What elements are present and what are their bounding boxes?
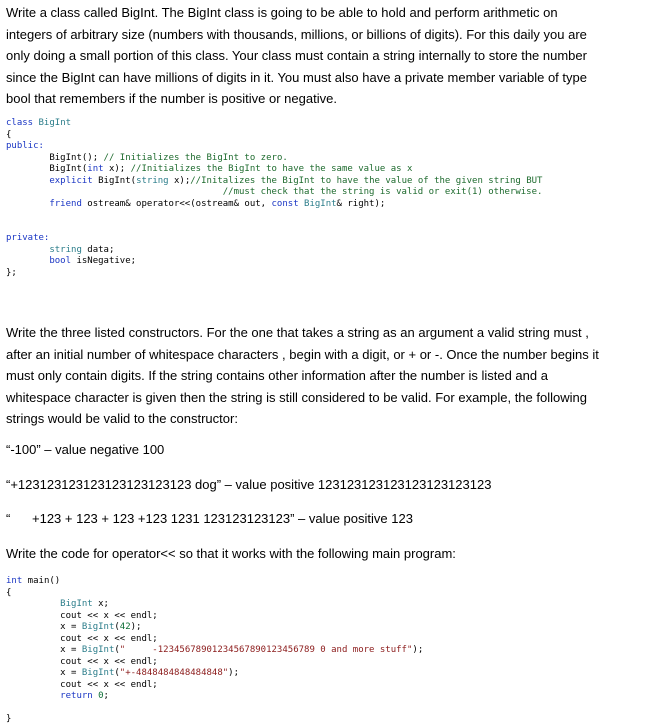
code-text: (: [114, 668, 120, 678]
code-text: x =: [6, 622, 82, 632]
code-line: [6, 153, 542, 165]
code-text: main(): [22, 576, 61, 586]
example-3: “ +123 + 123 + 123 +123 1231 123123123123” – value positive 123: [6, 511, 413, 526]
code-line: [6, 599, 423, 611]
code-line: };: [6, 267, 17, 278]
instructions-paragraph: [6, 322, 636, 430]
code-line: [6, 645, 423, 657]
keyword: return: [6, 691, 93, 701]
type-name: BigInt: [298, 198, 337, 209]
instructions-line: strings would be valid to the constructor:: [6, 411, 238, 426]
type-name: BigInt: [81, 622, 115, 632]
code-line: }: [6, 714, 12, 724]
code-text: & right);: [336, 198, 386, 209]
code-line: [6, 703, 423, 715]
code-line: public:: [6, 141, 44, 151]
type-name: string: [136, 175, 169, 186]
code-text: ostream& operator<<(ostream& out,: [81, 198, 272, 209]
code-line: cout << x << endl;: [6, 656, 158, 667]
comment: //Initalizes the BigInt to have the value of the given string BUT: [190, 175, 543, 186]
main-program-code: [6, 576, 423, 726]
instructions-line: whitespace character is given then the string is still considered to be valid. For example, the following: [6, 389, 587, 405]
code-text: (: [114, 645, 120, 655]
comment: // Initializes the BigInt to zero.: [103, 152, 288, 163]
code-text: BigInt(: [92, 175, 137, 186]
instructions-line: Write the three listed constructors. For the one that takes a string as an argument a valid string must ,: [6, 325, 589, 340]
code-line: cout << x << endl;: [6, 610, 158, 621]
intro-paragraph: [6, 2, 636, 110]
code-text: (: [114, 622, 120, 632]
code-line: [6, 199, 542, 211]
code-text: );: [228, 668, 240, 678]
code-line: [6, 668, 423, 680]
code-text: x;: [92, 599, 109, 609]
code-line: cout << x << endl;: [6, 679, 158, 690]
number-literal: 42: [119, 622, 131, 632]
number-literal: 0: [98, 691, 104, 701]
example-1: “-100” – value negative 100: [6, 442, 165, 457]
intro-line: integers of arbitrary size (numbers with thousands, millions, or billions of digits). For this daily you are: [6, 26, 587, 42]
code-line: [6, 222, 542, 234]
string-literal: "+-4848484848484848": [119, 668, 229, 678]
code-text: x =: [6, 645, 82, 655]
keyword: const: [271, 198, 299, 209]
code-line: {: [6, 587, 12, 598]
code-text: x);: [168, 175, 191, 186]
code-text: isNegative;: [71, 256, 137, 266]
instructions-line: after an initial number of whitespace characters , begin with a digit, or + or -. Once the number begins it: [6, 346, 599, 362]
code-line: //must check that the string is valid or exit(1) otherwise.: [6, 187, 543, 197]
type-name: string: [6, 244, 82, 255]
keyword: int: [6, 576, 23, 586]
comment: //Initializes the BigInt to have the same value as x: [130, 164, 413, 174]
intro-line: only doing a small portion of this class. Your class must contain a string internally to store the number: [6, 48, 587, 63]
instructions-line: must only contain digits. If the string contains other information after the number is listed and a: [6, 368, 548, 383]
code-text: BigInt();: [6, 152, 104, 163]
main-program-prompt: Write the code for operator<< so that it works with the following main program:: [6, 546, 456, 561]
intro-line: since the BigInt can have millions of digits in it. You must also have a private member variable of type: [6, 69, 587, 85]
keyword: friend: [6, 198, 82, 209]
code-line: private:: [6, 233, 50, 243]
type-name: BigInt: [6, 599, 93, 609]
code-text: ;: [103, 691, 109, 701]
intro-line: Write a class called BigInt. The BigInt class is going to be able to hold and perform arithmetic on: [6, 5, 558, 20]
code-text: x =: [6, 668, 82, 678]
type-name: BigInt: [38, 118, 72, 128]
code-line: [6, 256, 542, 268]
code-line: [6, 164, 542, 176]
code-line: [6, 691, 423, 703]
example-2: “+123123123123123123123123 dog” – value positive 123123123123123123123123: [6, 477, 492, 492]
code-text: );: [412, 645, 424, 655]
code-line: [6, 210, 542, 222]
class-declaration-code: [6, 118, 542, 279]
code-line: [6, 176, 542, 188]
intro-line: bool that remembers if the number is positive or negative.: [6, 91, 337, 106]
type-name: BigInt: [81, 645, 115, 655]
code-line: [6, 576, 423, 588]
type-name: BigInt: [81, 668, 115, 678]
code-text: data;: [81, 244, 115, 255]
code-text: );: [130, 622, 142, 632]
keyword: explicit: [6, 175, 93, 186]
code-text: BigInt(: [6, 164, 88, 174]
code-line: [6, 118, 542, 130]
code-line: [6, 245, 542, 257]
keyword: int: [87, 164, 104, 174]
code-line: [6, 622, 423, 634]
code-line: cout << x << endl;: [6, 633, 158, 644]
keyword: class: [6, 118, 34, 128]
string-literal: " -12345678901234567890123456789 0 and more stuff": [119, 645, 413, 655]
code-line: {: [6, 129, 12, 140]
keyword: bool: [6, 256, 72, 266]
code-text: x);: [103, 164, 131, 174]
